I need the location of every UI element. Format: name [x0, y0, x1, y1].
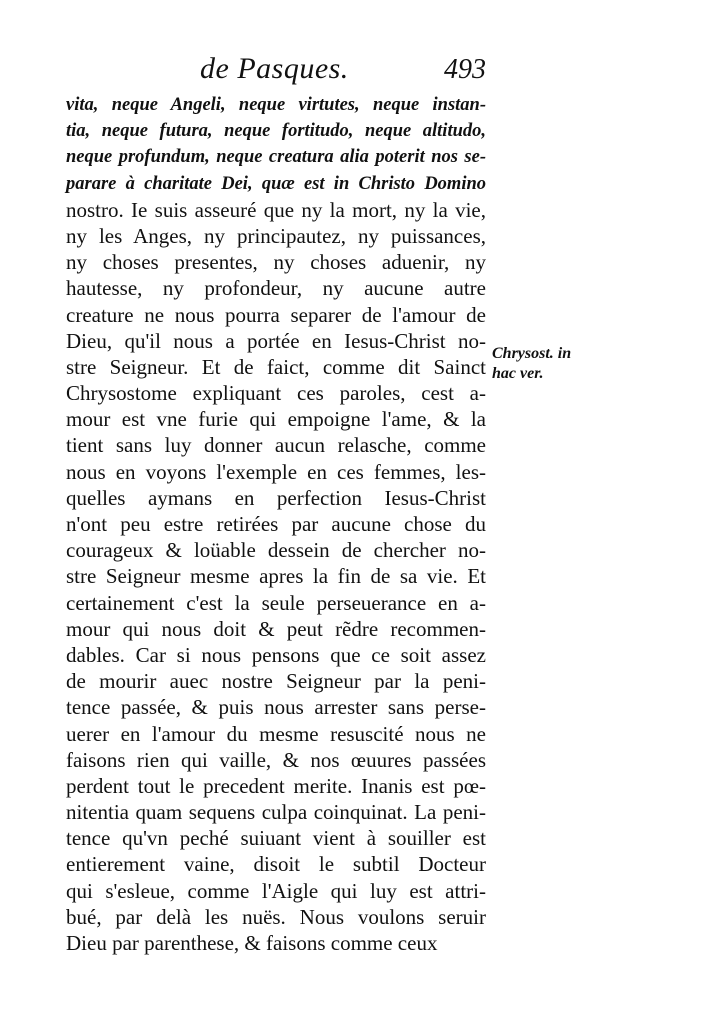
text-line: tia, neque futura, neque fortitudo, neque altitudo, [66, 121, 486, 142]
text-line: n'ont peu estre retirées par aucune chose du [66, 512, 486, 536]
text-line: ny choses presentes, ny choses aduenir, ny [66, 250, 486, 275]
text-line: ny les Anges, ny principautez, ny puissances, [66, 223, 486, 248]
text-line: mour est vne furie qui empoigne l'ame, & la [66, 407, 486, 432]
text-line: uerer en l'amour du mesme resuscité nous ne [66, 721, 486, 746]
text-line: courageux & loüable dessein de chercher no- [66, 538, 486, 563]
text-line: certainement c'est la seule perseuerance en a- [66, 590, 486, 615]
text-line: hautesse, ny profondeur, ny aucune autre [66, 276, 486, 301]
text-line: nostro. Ie suis asseuré que ny la mort, ny la vie, [66, 197, 486, 222]
page-number: 493 [444, 54, 486, 85]
text-line: perdent tout le precedent merite. Inanis est pœ- [66, 773, 486, 798]
text-line: nous en voyons l'exemple en ces femmes, les- [66, 459, 486, 484]
margin-note [492, 344, 572, 384]
text-line: nitentia quam sequens culpa coinquinat. La peni- [66, 800, 486, 825]
text-line: stre Seigneur mesme apres la fin de sa vie. Et [66, 564, 486, 589]
text-line: vita, neque Angeli, neque virtutes, neque instan- [66, 95, 486, 115]
text-line: tence qu'vn peché suiuant vient à souiller est [66, 826, 486, 851]
body-text [66, 92, 486, 956]
text-line: tence passée, & puis nous arrester sans perse- [66, 695, 486, 720]
margin-note-line: Chrysost. in [492, 345, 572, 362]
text-line: de mourir auec nostre Seigneur par la peni- [66, 669, 486, 694]
text-line: dables. Car si nous pensons que ce soit assez [66, 642, 486, 667]
text-line: faisons rien qui vaille, & nos œuures passées [66, 747, 486, 772]
text-line: bué, par delà les nuës. Nous voulons seruir [66, 904, 486, 929]
text-line: quelles aymans en perfection Iesus-Christ [66, 485, 486, 510]
text-line: Chrysostome expliquant ces paroles, cest a- [66, 381, 486, 406]
running-title: de Pasques. [200, 52, 349, 85]
text-line: Dieu, qu'il nous a portée en Iesus-Christ no- [66, 328, 486, 353]
text-line: neque profundum, neque creatura alia poterit nos se- [66, 147, 486, 168]
text-line: parare à charitate Dei, quæ est in Christo Domino [66, 173, 486, 194]
text-line: tient sans luy donner aucun relasche, comme [66, 433, 486, 458]
text-line: entierement vaine, disoit le subtil Docteur [66, 852, 486, 877]
text-line: qui s'esleue, comme l'Aigle qui luy est attri- [66, 878, 486, 903]
margin-note-line: hac ver. [492, 365, 544, 382]
text-line: Dieu par parenthese, & faisons comme ceux [66, 931, 438, 955]
text-line: mour qui nous doit & peut rẽdre recommen- [66, 616, 486, 641]
text-line: creature ne nous pourra separer de l'amour de [66, 302, 486, 327]
text-line: stre Seigneur. Et de faict, comme dit Sainct [66, 354, 486, 379]
page-header [60, 52, 490, 92]
